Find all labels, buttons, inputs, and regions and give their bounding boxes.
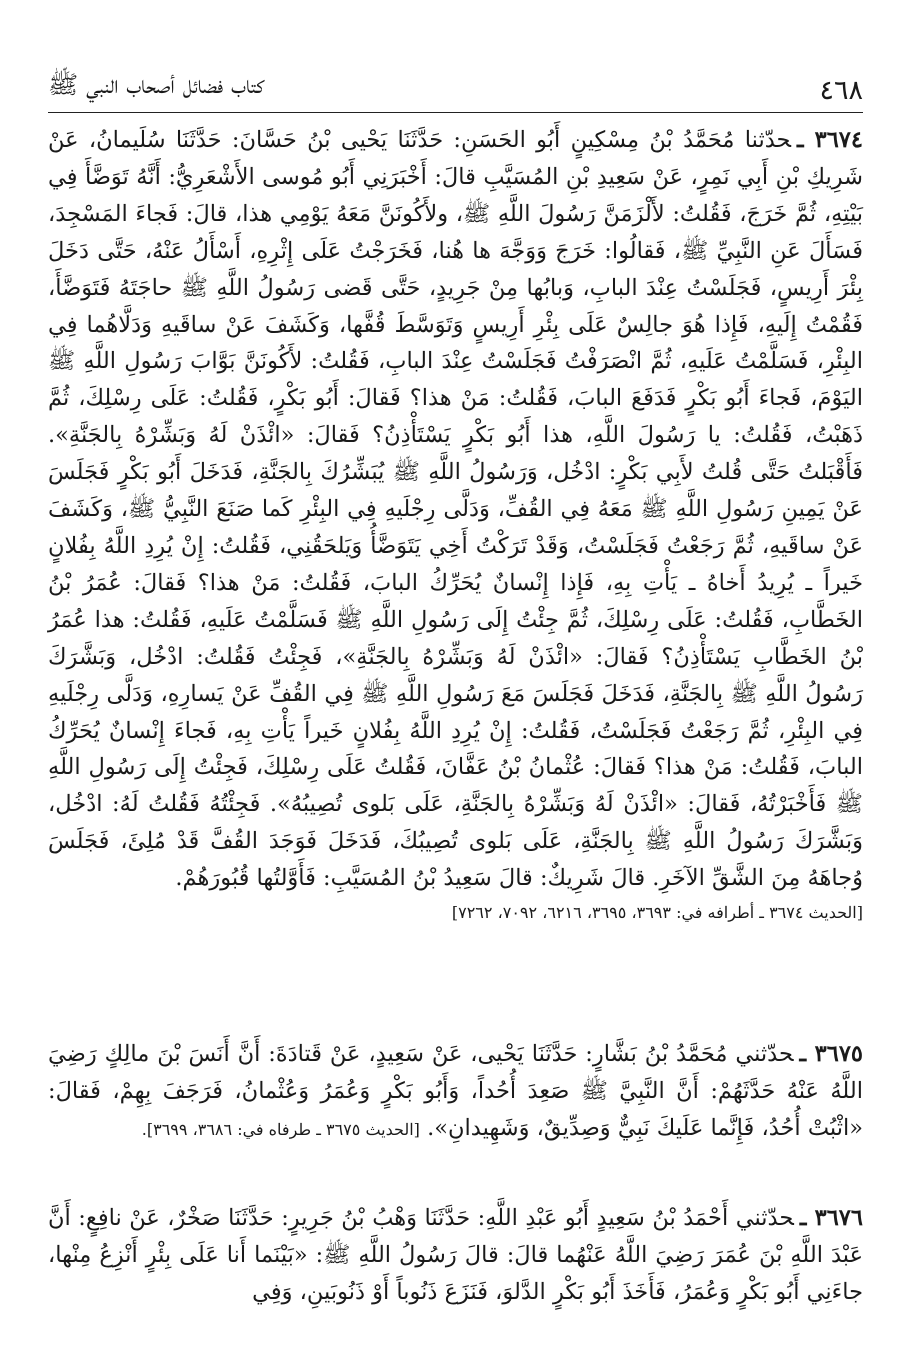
hadith-text: حدّثني أَحْمَدُ بْنُ سَعِيدٍ أَبُو عَبْدِ اللَّهِ: حَدَّثَنَا وَهْبُ بْنُ جَرِيرٍ: حَدَّثَنَا صَخْرٌ، عَنْ نافِعٍ: أَنَّ عَبْدَ اللَّهِ بْنَ عُمَرَ رَضِيَ اللَّهُ عَنْهُما قالَ: قالَ رَسُولُ اللَّهِ ﷺ: «بَيْنَما أَنا عَلَى بِئْرٍ أَنْزِعُ مِنْها، جاءَنِي أَبُو بَكْرٍ وَعُمَرُ، فَأَخَذَ أَبُو بَكْرٍ الدَّلوَ، فَنَزَعَ ذَنُوباً أَوْ ذَنُوبَينِ، وَفِي [48, 1205, 863, 1305]
book-title: كتاب فضائل أصحاب النبي ﷺ [48, 70, 265, 99]
hadith-paragraph [48, 1036, 863, 1149]
hadith-reference: [الحديث ٣٦٧٤ ـ أطرافه في: ٣٦٩٣، ٣٦٩٥، ٦٢١٦، ٧٠٩٢، ٧٢٦٢] [451, 903, 863, 923]
page-number: ٤٦٨ [819, 75, 863, 106]
hadith-3676 [48, 1200, 863, 1311]
hadith-reference: [الحديث ٣٦٧٥ ـ طرفاه في: ٣٦٨٦، ٣٦٩٩]. [141, 1119, 420, 1139]
hadith-number: ٣٦٧٥ ـ [799, 1041, 863, 1067]
running-header [48, 66, 863, 106]
hadith-text: حدّثنا مُحَمَّدُ بْنُ مِسْكِينٍ أَبُو الحَسَنِ: حَدَّثَنَا يَحْيى بْنُ حَسَّانَ: حَدَّثَنَا سُلَيمانُ، عَنْ شَرِيكِ بْنِ أَبِي نَمِرٍ، عَنْ سَعِيدِ بْنِ المُسَيَّبِ قالَ: أَخْبَرَنِي أَبُو مُوسى الأَشْعَرِيُّ: أَنَّهُ تَوَضَّأَ فِي بَيْتِهِ، ثُمَّ خَرَجَ، فَقُلتُ: لأَلْزَمَنَّ رَسُولَ اللَّهِ ﷺ، ولأَكُونَنَّ مَعَهُ يَوْمِي هذا، قالَ: فَجاءَ المَسْجِدَ، فَسَأَلَ عَنِ النَّبِيِّ ﷺ، فَقالُوا: خَرَجَ وَوَجَّهَ ها هُنا، فَخَرَجْتُ عَلَى إِثْرِهِ، أَسْأَلُ عَنْهُ، حَتَّى دَخَلَ بِئْرَ أَرِيسٍ، فَجَلَسْتُ عِنْدَ البابِ، وَبابُها مِنْ جَرِيدٍ، حَتَّى قَضى رَسُولُ اللَّهِ ﷺ حاجَتَهُ فَتَوَضَّأَ، فَقُمْتُ إِلَيهِ، فَإِذا هُوَ جالِسٌ عَلَى بِئْرِ أَرِيسٍ وَتَوَسَّطَ قُفَّها، وَكَشَفَ عَنْ ساقَيهِ وَدَلَّاهُما فِي البِئْرِ، فَسَلَّمْتُ عَلَيهِ، ثُمَّ انْصَرَفْتُ فَجَلَسْتُ عِنْدَ البابِ، فَقُلتُ: لأَكُونَنَّ بَوَّابَ رَسُولِ اللَّهِ ﷺ اليَوْمَ، فَجاءَ أَبُو بَكْرٍ فَدَفَعَ البابَ، فَقُلتُ: مَنْ هذا؟ فَقالَ: أَبُو بَكْرٍ، فَقُلتُ: عَلَى رِسْلِكَ، ثُمَّ ذَهَبْتُ، فَقُلتُ: يا رَسُولَ اللَّهِ، هذا أَبُو بَكْرٍ يَسْتَأْذِنُ؟ فَقالَ: «ائْذَنْ لَهُ وَبَشِّرْهُ بِالجَنَّةِ». فَأَقْبَلتُ حَتَّى قُلتُ لأَبِي بَكْرٍ: ادْخُل، وَرَسُولُ اللَّهِ ﷺ يُبَشِّرُكَ بِالجَنَّةِ، فَدَخَلَ أَبُو بَكْرٍ فَجَلَسَ عَنْ يَمِينِ رَسُولِ اللَّهِ ﷺ مَعَهُ فِي القُفِّ، وَدَلَّى رِجْلَيهِ فِي البِئْرِ كَما صَنَعَ النَّبِيُّ ﷺ، وَكَشَفَ عَنْ ساقَيهِ، ثُمَّ رَجَعْتُ فَجَلَسْتُ، وَقَدْ تَرَكْتُ أَخِي يَتَوَضَّأُ وَيَلحَقُنِي، فَقُلتُ: إِنْ يُرِدِ اللَّهُ بِفُلانٍ خَيراً ـ يُرِيدُ أَخاهُ ـ يَأْتِ بِهِ، فَإِذا إِنْسانٌ يُحَرِّكُ البابَ، فَقُلتُ: مَنْ هذا؟ فَقالَ: عُمَرُ بْنُ الخَطَّابِ، فَقُلتُ: عَلَى رِسْلِكَ، ثُمَّ جِئْتُ إِلَى رَسُولِ اللَّهِ ﷺ فَسَلَّمْتُ عَلَيهِ، فَقُلتُ: هذا عُمَرُ بْنُ الخَطَّابِ يَسْتَأْذِنُ؟ فَقالَ: «ائْذَنْ لَهُ وَبَشِّرْهُ بِالجَنَّةِ»، فَجِئْتُ فَقُلتُ: ادْخُل، وَبَشَّرَكَ رَسُولُ اللَّهِ ﷺ بِالجَنَّةِ، فَدَخَلَ فَجَلَسَ مَعَ رَسُولِ اللَّهِ ﷺ فِي القُفِّ عَنْ يَسارِهِ، وَدَلَّى رِجْلَيهِ فِي البِئْرِ، ثُمَّ رَجَعْتُ فَجَلَسْتُ، فَقُلتُ: إِنْ يُرِدِ اللَّهُ بِفُلانٍ خَيراً يَأْتِ بِهِ، فَجاءَ إِنْسانٌ يُحَرِّكُ البابَ، فَقُلتُ: مَنْ هذا؟ فَقالَ: عُثْمانُ بْنُ عَفَّانَ، فَقُلتُ عَلَى رِسْلِكَ، فَجِئْتُ إِلَى رَسُولِ اللَّهِ ﷺ فَأَخْبَرْتُهُ، فَقالَ: «ائْذَنْ لَهُ وَبَشِّرْهُ بِالجَنَّةِ، عَلَى بَلوى تُصِيبُهُ». فَجِئْتُهُ فَقُلتُ لَهُ: ادْخُل، وَبَشَّرَكَ رَسُولُ اللَّهِ ﷺ بِالجَنَّةِ، عَلَى بَلوى تُصِيبُكَ، فَدَخَلَ فَوَجَدَ القُفَّ قَدْ مُلِئَ، فَجَلَسَ وُجاهَهُ مِنَ الشَّقِّ الآخَرِ. قالَ شَرِيكٌ: قالَ سَعِيدُ بْنُ المُسَيَّبِ: فَأَوَّلتُها قُبُورَهُمْ. [48, 127, 863, 892]
hadith-paragraph [48, 122, 863, 927]
hadith-text: حدّثني مُحَمَّدُ بْنُ بَشَّارٍ: حَدَّثَنَا يَحْيى، عَنْ سَعِيدٍ، عَنْ قَتادَةَ: أَنَّ أَنَسَ بْنَ مالِكٍ رَضِيَ اللَّهُ عَنْهُ حَدَّثَهُمْ: أَنَّ النَّبِيَّ ﷺ صَعِدَ أُحُداً، وَأَبُو بَكْرٍ وَعُمَرُ وَعُثْمانُ، فَرَجَفَ بِهِمْ، فَقالَ: «اثْبُتْ أُحُدُ، فَإِنَّما عَلَيكَ نَبِيٌّ وَصِدِّيقٌ، وَشَهِيدانِ». [48, 1041, 863, 1141]
header-rule [48, 112, 863, 113]
hadith-number: ٣٦٧٤ ـ [797, 127, 863, 153]
hadith-3674 [48, 122, 863, 927]
hadith-number: ٣٦٧٦ ـ [799, 1205, 863, 1231]
hadith-paragraph [48, 1200, 863, 1311]
hadith-3675 [48, 1036, 863, 1149]
